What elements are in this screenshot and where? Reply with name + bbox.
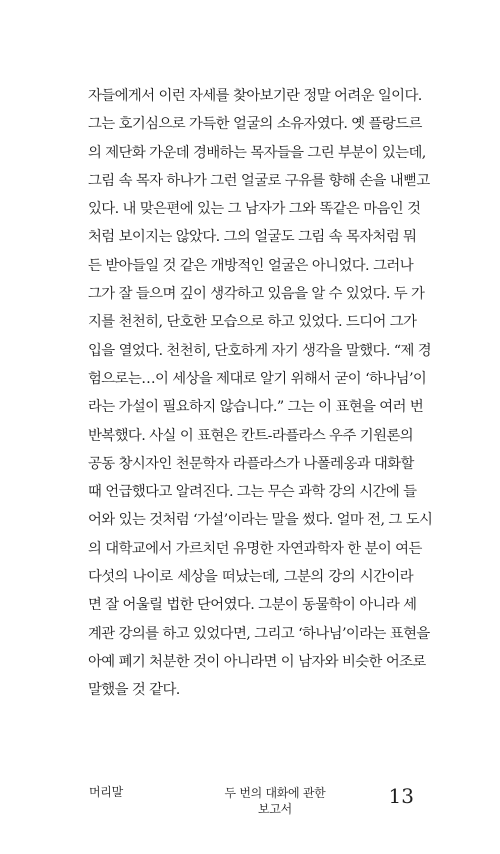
body-line: 계관 강의를 하고 있었다면, 그리고 ‘하나님’이라는 표현을 [88,625,430,642]
body-line: 험으로는…이 세상을 제대로 알기 위해서 굳이 ‘하나님’이 [88,370,427,387]
body-line: 있다. 내 맞은편에 있는 그 남자가 그와 똑같은 마음인 것 [88,201,421,218]
running-title-line-2: 보고서 [258,802,292,816]
body-line: 처럼 보이지는 않았다. 그의 얼굴도 그림 속 목자처럼 뭐 [88,229,417,246]
body-line: 그가 잘 들으며 깊이 생각하고 있음을 알 수 있었다. 두 가 [88,286,425,303]
body-text [88,82,433,705]
body-line: 든 받아들일 것 같은 개방적인 얼굴은 아니었다. 그러나 [88,257,413,274]
running-title-line-1: 두 번의 대화에 관한 [224,786,326,800]
section-label: 머리말 [89,785,123,799]
body-line: 반복했다. 사실 이 표현은 칸트-라플라스 우주 기원론의 [88,427,413,444]
body-line: 공동 창시자인 천문학자 라플라스가 나폴레옹과 대화할 [88,455,414,472]
body-line: 때 언급했다고 알려진다. 그는 무슨 과학 강의 시간에 들 [88,484,417,501]
body-line: 그림 속 목자 하나가 그런 얼굴로 구유를 향해 손을 내뻗고 [88,172,430,189]
body-line: 의 제단화 가운데 경배하는 목자들을 그린 부분이 있는데, [88,144,426,161]
body-line: 자들에게서 이런 자세를 찾아보기란 정말 어려운 일이다. [88,88,422,104]
body-line: 의 대학교에서 가르치던 유명한 자연과학자 한 분이 여든 [88,540,422,557]
body-line: 말했을 것 같다. [88,682,180,699]
body-line: 다섯의 나이로 세상을 떠났는데, 그분의 강의 시간이라 [88,569,413,586]
page-number: 13 [388,784,414,808]
body-line: 라는 가설이 필요하지 않습니다.” 그는 이 표현을 여러 번 [88,399,424,416]
body-line: 아예 폐기 처분한 것이 아니라면 이 남자와 비슷한 어조로 [88,653,426,670]
body-line: 어와 있는 것처럼 ‘가설’이라는 말을 썼다. 얼마 전, 그 도시 [88,512,433,529]
body-line: 지를 천천히, 단호한 모습으로 하고 있었다. 드디어 그가 [88,314,417,331]
body-line: 그는 호기심으로 가득한 얼굴의 소유자였다. 옛 플랑드르 [88,116,422,133]
body-line: 입을 열었다. 천천히, 단호하게 자기 생각을 말했다. “제 경 [88,342,432,359]
body-line: 면 잘 어울릴 법한 단어였다. 그분이 동물학이 아니라 세 [88,597,417,614]
